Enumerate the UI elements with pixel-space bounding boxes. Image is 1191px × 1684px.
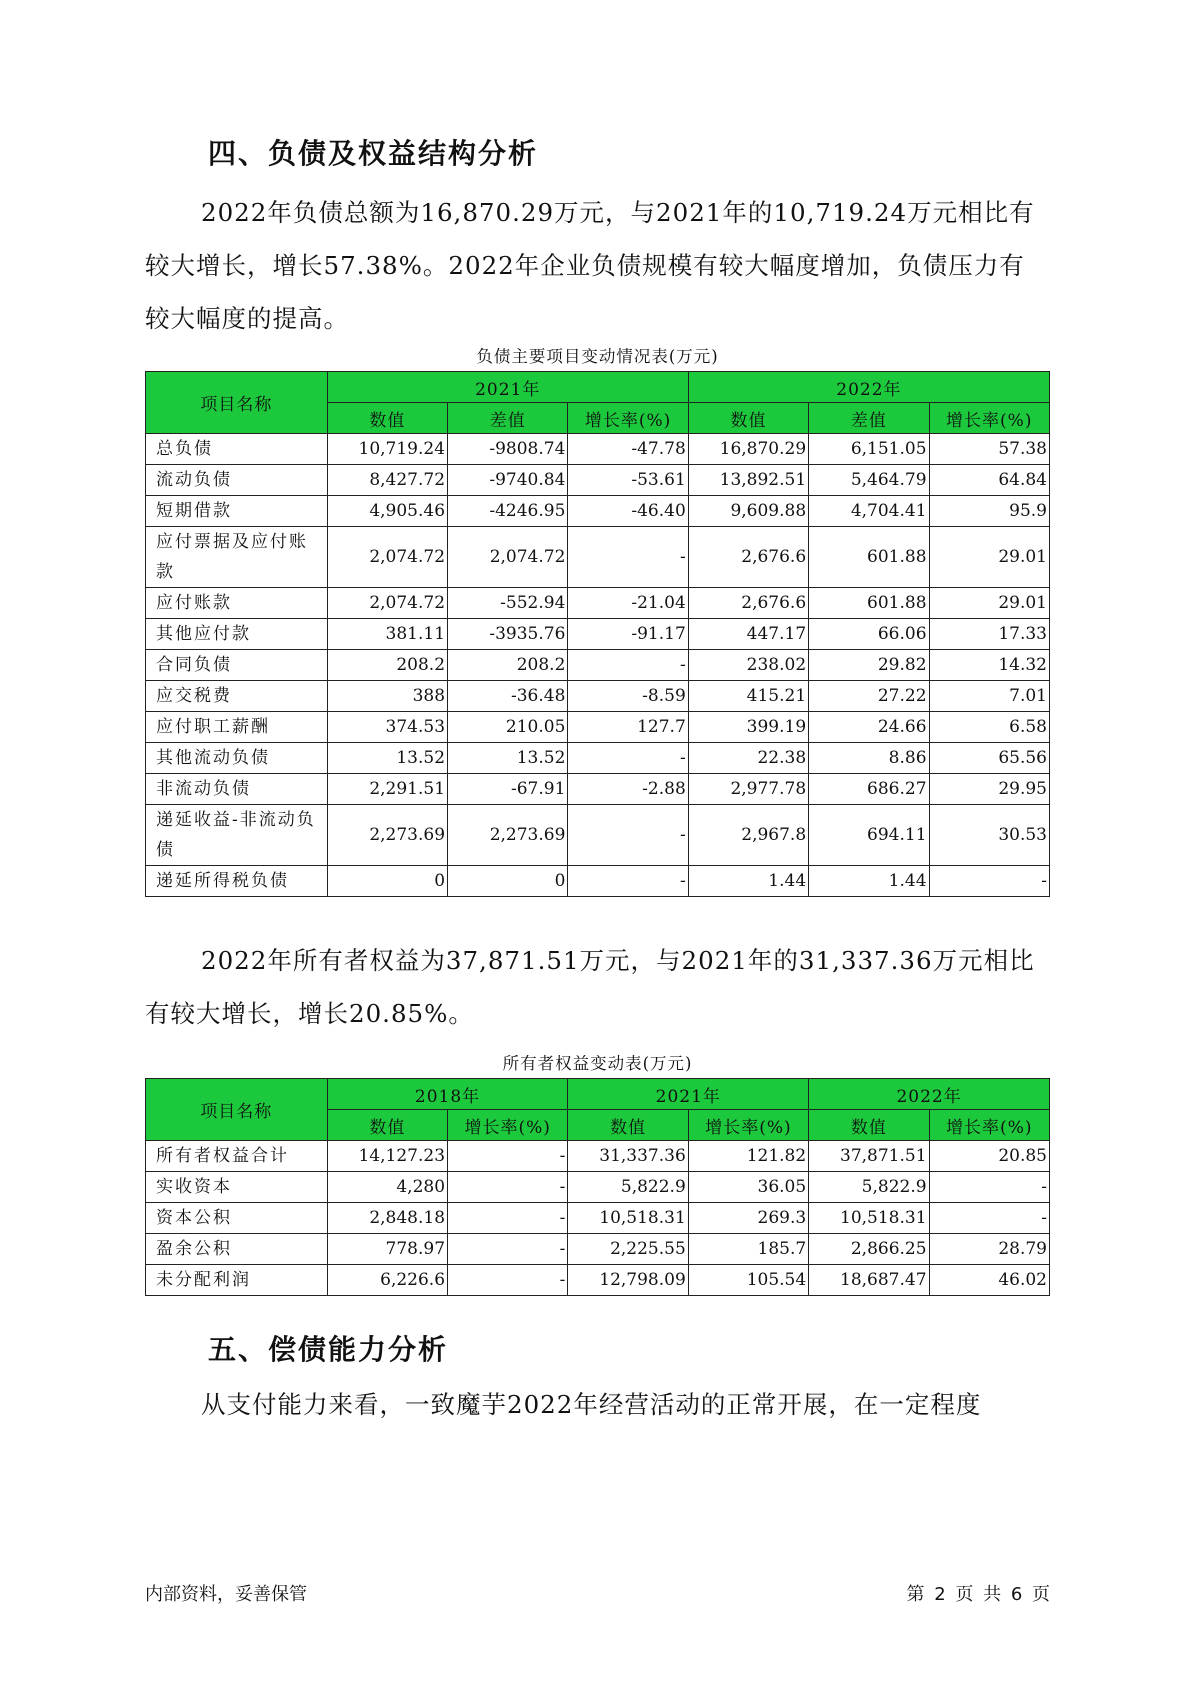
table-cell: 2,967.8 bbox=[688, 805, 808, 866]
table-cell: 208.2 bbox=[327, 650, 447, 681]
row-label: 应付票据及应付账款 bbox=[146, 527, 328, 588]
row-label: 资本公积 bbox=[146, 1203, 328, 1234]
table-cell: 30.53 bbox=[929, 805, 1049, 866]
table-cell: 127.7 bbox=[568, 712, 688, 743]
table1-col-name-header: 项目名称 bbox=[146, 372, 328, 434]
table-cell: 121.82 bbox=[688, 1141, 808, 1172]
table-cell: - bbox=[568, 527, 688, 588]
row-label: 其他应付款 bbox=[146, 619, 328, 650]
table-row bbox=[146, 1203, 1050, 1234]
table2-year-2018-header: 2018年 bbox=[327, 1079, 568, 1110]
table-cell: 686.27 bbox=[809, 774, 929, 805]
table2-subheader: 数值 bbox=[327, 1110, 447, 1141]
table-cell: -2.88 bbox=[568, 774, 688, 805]
table-cell: 399.19 bbox=[688, 712, 808, 743]
table-cell: 22.38 bbox=[688, 743, 808, 774]
table-cell: 269.3 bbox=[688, 1203, 808, 1234]
table-cell: 2,848.18 bbox=[327, 1203, 447, 1234]
row-label: 盈余公积 bbox=[146, 1234, 328, 1265]
section4-heading: 四、负债及权益结构分析 bbox=[208, 137, 539, 170]
table-cell: 17.33 bbox=[929, 619, 1049, 650]
table-cell: 185.7 bbox=[688, 1234, 808, 1265]
table-cell: -552.94 bbox=[448, 588, 568, 619]
row-label: 递延所得税负债 bbox=[146, 866, 328, 897]
table-cell: - bbox=[929, 1172, 1049, 1203]
table-row bbox=[146, 588, 1050, 619]
table-cell: 4,280 bbox=[327, 1172, 447, 1203]
section4-paragraph-2: 2022年所有者权益为37,871.51万元，与2021年的31,337.36万元相比有较大增长，增长20.85%。 bbox=[145, 946, 1035, 1028]
table1-subheader: 数值 bbox=[327, 403, 447, 434]
table-cell: 6,226.6 bbox=[327, 1265, 447, 1296]
table-cell: 6,151.05 bbox=[809, 434, 929, 465]
table-cell: - bbox=[568, 805, 688, 866]
table-cell: 28.79 bbox=[929, 1234, 1049, 1265]
table-row bbox=[146, 434, 1050, 465]
table-cell: 20.85 bbox=[929, 1141, 1049, 1172]
table-cell: -9808.74 bbox=[448, 434, 568, 465]
table-row bbox=[146, 1172, 1050, 1203]
row-label: 应交税费 bbox=[146, 681, 328, 712]
table-cell: 374.53 bbox=[327, 712, 447, 743]
section5-heading: 五、偿债能力分析 bbox=[208, 1333, 449, 1366]
table-cell: 2,225.55 bbox=[568, 1234, 688, 1265]
table-cell: 36.05 bbox=[688, 1172, 808, 1203]
table2-subheader: 数值 bbox=[568, 1110, 688, 1141]
table2-col-name-header: 项目名称 bbox=[146, 1079, 328, 1141]
table-cell: 2,676.6 bbox=[688, 588, 808, 619]
table-cell: 2,273.69 bbox=[448, 805, 568, 866]
table-cell: -3935.76 bbox=[448, 619, 568, 650]
table-cell: 31,337.36 bbox=[568, 1141, 688, 1172]
table-row bbox=[146, 1141, 1050, 1172]
table-cell: 381.11 bbox=[327, 619, 447, 650]
table-cell: 24.66 bbox=[809, 712, 929, 743]
table-cell: 447.17 bbox=[688, 619, 808, 650]
table-cell: 37,871.51 bbox=[809, 1141, 929, 1172]
table-cell: 95.9 bbox=[929, 496, 1049, 527]
table-cell: 2,977.78 bbox=[688, 774, 808, 805]
table-cell: 5,822.9 bbox=[568, 1172, 688, 1203]
table-row bbox=[146, 619, 1050, 650]
table-cell: -8.59 bbox=[568, 681, 688, 712]
table-cell: 778.97 bbox=[327, 1234, 447, 1265]
row-label: 合同负债 bbox=[146, 650, 328, 681]
row-label: 其他流动负债 bbox=[146, 743, 328, 774]
table-cell: -91.17 bbox=[568, 619, 688, 650]
table-cell: 2,273.69 bbox=[327, 805, 447, 866]
table-cell: 10,518.31 bbox=[568, 1203, 688, 1234]
section4-paragraph-1: 2022年负债总额为16,870.29万元，与2021年的10,719.24万元相比有较大增长，增长57.38%。2022年企业负债规模有较大幅度增加，负债压力有较大幅度的提高。 bbox=[145, 198, 1035, 333]
table2-subheader: 增长率(%) bbox=[929, 1110, 1049, 1141]
table2-subheader: 增长率(%) bbox=[688, 1110, 808, 1141]
row-label: 流动负债 bbox=[146, 465, 328, 496]
table-cell: -47.78 bbox=[568, 434, 688, 465]
table-cell: 388 bbox=[327, 681, 447, 712]
table-cell: 415.21 bbox=[688, 681, 808, 712]
table-cell: - bbox=[568, 650, 688, 681]
table-cell: -36.48 bbox=[448, 681, 568, 712]
table-cell: 694.11 bbox=[809, 805, 929, 866]
table-cell: - bbox=[448, 1203, 568, 1234]
table1-subheader: 差值 bbox=[448, 403, 568, 434]
table-cell: 1.44 bbox=[688, 866, 808, 897]
table-cell: 1.44 bbox=[809, 866, 929, 897]
table1-subheader: 数值 bbox=[688, 403, 808, 434]
table-cell: 8,427.72 bbox=[327, 465, 447, 496]
footer-confidential-note: 内部资料，妥善保管 bbox=[145, 1584, 307, 1605]
table-cell: 29.01 bbox=[929, 588, 1049, 619]
table-cell: 13.52 bbox=[327, 743, 447, 774]
table-cell: 2,866.25 bbox=[809, 1234, 929, 1265]
footer-page-number: 第 2 页 共 6 页 bbox=[906, 1584, 1050, 1605]
table-cell: 12,798.09 bbox=[568, 1265, 688, 1296]
table-row bbox=[146, 496, 1050, 527]
table-cell: 57.38 bbox=[929, 434, 1049, 465]
table-cell: - bbox=[568, 866, 688, 897]
table-cell: 0 bbox=[327, 866, 447, 897]
table-cell: -46.40 bbox=[568, 496, 688, 527]
table1-subheader: 增长率(%) bbox=[568, 403, 688, 434]
table-cell: 601.88 bbox=[809, 588, 929, 619]
table-cell: 14.32 bbox=[929, 650, 1049, 681]
table2-subheader: 增长率(%) bbox=[448, 1110, 568, 1141]
table-cell: 105.54 bbox=[688, 1265, 808, 1296]
table-cell: 2,074.72 bbox=[448, 527, 568, 588]
table-cell: -9740.84 bbox=[448, 465, 568, 496]
table-cell: 10,518.31 bbox=[809, 1203, 929, 1234]
table-cell: - bbox=[448, 1265, 568, 1296]
table-cell: 2,074.72 bbox=[327, 588, 447, 619]
table1-subheader: 差值 bbox=[809, 403, 929, 434]
table-cell: 10,719.24 bbox=[327, 434, 447, 465]
row-label: 实收资本 bbox=[146, 1172, 328, 1203]
table-cell: 29.95 bbox=[929, 774, 1049, 805]
liabilities-table bbox=[145, 371, 1050, 897]
table-cell: - bbox=[568, 743, 688, 774]
table-cell: 2,291.51 bbox=[327, 774, 447, 805]
table-cell: 14,127.23 bbox=[327, 1141, 447, 1172]
table-cell: -67.91 bbox=[448, 774, 568, 805]
table-cell: 66.06 bbox=[809, 619, 929, 650]
table-cell: 6.58 bbox=[929, 712, 1049, 743]
table-cell: 5,464.79 bbox=[809, 465, 929, 496]
table-row bbox=[146, 527, 1050, 588]
table-row bbox=[146, 743, 1050, 774]
table1-body bbox=[146, 434, 1050, 897]
row-label: 总负债 bbox=[146, 434, 328, 465]
table2-body bbox=[146, 1141, 1050, 1296]
table-row bbox=[146, 774, 1050, 805]
table1-year-2022-header: 2022年 bbox=[688, 372, 1049, 403]
table-cell: 8.86 bbox=[809, 743, 929, 774]
table-cell: - bbox=[448, 1172, 568, 1203]
table2-subheader: 数值 bbox=[809, 1110, 929, 1141]
row-label: 递延收益-非流动负债 bbox=[146, 805, 328, 866]
row-label: 应付账款 bbox=[146, 588, 328, 619]
table-row bbox=[146, 712, 1050, 743]
table-cell: 4,704.41 bbox=[809, 496, 929, 527]
table-cell: -53.61 bbox=[568, 465, 688, 496]
equity-table bbox=[145, 1078, 1050, 1296]
table-cell: 210.05 bbox=[448, 712, 568, 743]
table-cell: 13,892.51 bbox=[688, 465, 808, 496]
table-cell: 5,822.9 bbox=[809, 1172, 929, 1203]
table-cell: - bbox=[929, 866, 1049, 897]
table-cell: - bbox=[448, 1141, 568, 1172]
table-row bbox=[146, 805, 1050, 866]
table-cell: 2,074.72 bbox=[327, 527, 447, 588]
table-cell: 27.22 bbox=[809, 681, 929, 712]
table-cell: -4246.95 bbox=[448, 496, 568, 527]
table-cell: -21.04 bbox=[568, 588, 688, 619]
table-row bbox=[146, 1265, 1050, 1296]
table-cell: 0 bbox=[448, 866, 568, 897]
table2-year-2021-header: 2021年 bbox=[568, 1079, 809, 1110]
table2-year-2022-header: 2022年 bbox=[809, 1079, 1050, 1110]
table-cell: 18,687.47 bbox=[809, 1265, 929, 1296]
table-cell: 29.01 bbox=[929, 527, 1049, 588]
row-label: 未分配利润 bbox=[146, 1265, 328, 1296]
table-cell: 7.01 bbox=[929, 681, 1049, 712]
table-cell: 65.56 bbox=[929, 743, 1049, 774]
table-cell: 208.2 bbox=[448, 650, 568, 681]
table-row bbox=[146, 650, 1050, 681]
row-label: 短期借款 bbox=[146, 496, 328, 527]
table-cell: 13.52 bbox=[448, 743, 568, 774]
table-cell: - bbox=[929, 1203, 1049, 1234]
table-cell: 238.02 bbox=[688, 650, 808, 681]
table2-caption: 所有者权益变动表(万元) bbox=[502, 1054, 693, 1073]
table-cell: 16,870.29 bbox=[688, 434, 808, 465]
table-cell: 9,609.88 bbox=[688, 496, 808, 527]
row-label: 应付职工薪酬 bbox=[146, 712, 328, 743]
table-row bbox=[146, 866, 1050, 897]
table-cell: 64.84 bbox=[929, 465, 1049, 496]
table-cell: 4,905.46 bbox=[327, 496, 447, 527]
table-cell: - bbox=[448, 1234, 568, 1265]
table-row bbox=[146, 465, 1050, 496]
table1-caption: 负债主要项目变动情况表(万元) bbox=[476, 347, 719, 366]
table-row bbox=[146, 1234, 1050, 1265]
section5-paragraph: 从支付能力来看，一致魔芋2022年经营活动的正常开展，在一定程度 bbox=[201, 1390, 982, 1419]
table-cell: 46.02 bbox=[929, 1265, 1049, 1296]
table-cell: 601.88 bbox=[809, 527, 929, 588]
table-row bbox=[146, 681, 1050, 712]
table-cell: 29.82 bbox=[809, 650, 929, 681]
table-cell: 2,676.6 bbox=[688, 527, 808, 588]
row-label: 所有者权益合计 bbox=[146, 1141, 328, 1172]
row-label: 非流动负债 bbox=[146, 774, 328, 805]
table1-subheader: 增长率(%) bbox=[929, 403, 1049, 434]
table1-year-2021-header: 2021年 bbox=[327, 372, 688, 403]
